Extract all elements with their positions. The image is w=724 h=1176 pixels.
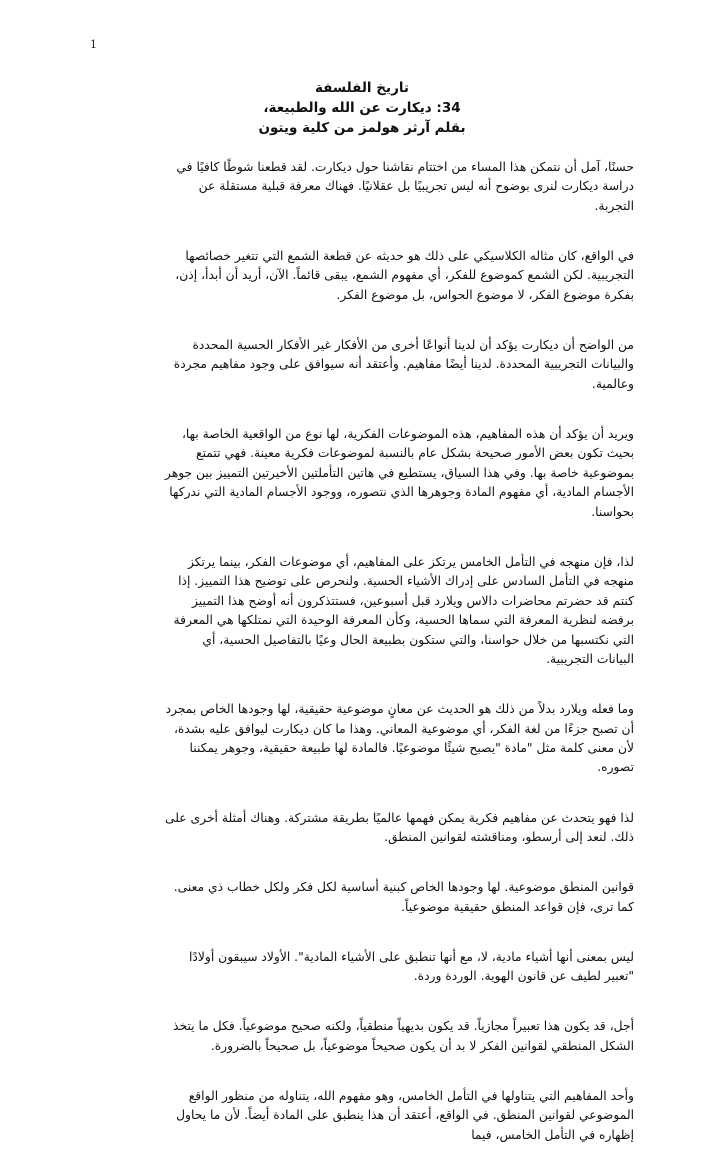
title-line-3: بقلم آرثر هولمز من كلية ويتون (258, 120, 466, 136)
paragraph: ويريد أن يؤكد أن هذه المفاهيم، هذه الموضوعات الفكرية، لها نوع من الواقعية الخاصة بها، بحيث تكون بعض الأمور صحيحة بشكل عام بالنسبة لموضوعات فكرية معينة. فهي تتمتع بموضوعية خاصة بها. وفي هذا السياق، يستطيع في هاتين التأملتين الأخيرتين التمييز بين جوهر الأجسام المادية، أي مفهوم المادة وجوهرها الذي نتصوره، ووجود الأجسام المادية التي ندركها بحواسنا. (164, 427, 634, 519)
paragraph: من الواضح أن ديكارت يؤكد أن لدينا أنواعًا أخرى من الأفكار غير الأفكار الحسية المحددة والبيانات التجريبية المحددة. لدينا أيضًا مفاهيم. وأعتقد أنه سيوافق على وجود مفاهيم مجردة وعالمية. (173, 338, 634, 391)
paragraph: حسنًا، آمل أن نتمكن هذا المساء من اختتام نقاشنا حول ديكارت. لقد قطعنا شوطًا كافيًا في دراسة ديكارت لنرى بوضوح أنه ليس تجريبيًا بل عقلانيًا. فهناك معرفة قبلية مستقلة عن التجربة. (176, 160, 634, 213)
paragraph: وما فعله ويلارد بدلاً من ذلك هو الحديث عن معانٍ موضوعية حقيقية، لها وجودها الخاص بمجرد أن تصبح جزءًا من لغة الفكر، أي موضوعية المعاني. وهذا ما كان ديكارت ليوافق عليه بشدة، لأن معنى كلمة مثل "مادة "يصبح شيئًا موضوعيًا. فالمادة لها طبيعة حقيقية، وجوهر يمكننا تصوره. (165, 702, 634, 775)
paragraph: في الواقع، كان مثاله الكلاسيكي على ذلك هو حديثه عن قطعة الشمع التي تتغير خصائصها التجريبية. لكن الشمع كموضوع للفكر، أي مفهوم الشمع، يبقى قائماً. الآن، أريد أن أبدأ، إذن، بفكرة موضوع الفكر، لا موضوع الحواس، بل موضوع الفكر. (175, 249, 634, 302)
page-number: 1 (90, 38, 97, 51)
document-body (162, 158, 634, 1176)
document-title (0, 78, 724, 138)
paragraph: لذا فهو يتحدث عن مفاهيم فكرية يمكن فهمها عالميًا بطريقة مشتركة. وهناك أمثلة أخرى على ذلك. لنعد إلى أرسطو، ومناقشته لقوانين المنطق. (164, 810, 634, 844)
paragraph: قوانين المنطق موضوعية. لها وجودها الخاص كبنية أساسية لكل فكر ولكل خطاب ذي معنى. كما ترى، فإن قواعد المنطق حقيقية موضوعياً. (173, 880, 634, 914)
paragraph: وأحد المفاهيم التي يتناولها في التأمل الخامس، وهو مفهوم الله، يتناوله من منظور الواقع الموضوعي لقوانين المنطق. في الواقع، أعتقد أن هذا ينطبق على المادة أيضاً. لأن ما يحاول إظهاره في التأمل الخامس، فيما (176, 1088, 634, 1142)
title-line-1: تاريخ الفلسفة (315, 80, 409, 96)
paragraph: ليس بمعنى أنها أشياء مادية، لا، مع أنها تنطبق على الأشياء المادية". الأولاد سيبقون أولادًا "تعبير لطيف عن قانون الهوية. الوردة وردة. (189, 949, 634, 984)
title-line-2: 34: ديكارت عن الله والطبيعة، (263, 100, 461, 116)
paragraph: لذا، فإن منهجه في التأمل الخامس يرتكز على المفاهيم، أي موضوعات الفكر، بينما يرتكز منهجه في التأمل السادس على إدراك الأشياء الحسية. ولنحرص على توضيح هذا التمييز. إذا كنتم قد حضرتم محاضرات دالاس ويلارد قبل أسبوعين، فستتذكرون أنه أوضح هذا التمييز برفضه لنظرية المعرفة التي سماها الحسية، وكأن المعرفة الوحيدة التي نمتلكها هي المعرفة التي نكتسبها من خلال حواسنا، والتي ستكون بطبيعة الحال وعيًا بالتفاصيل الحسية، أي البيانات التجريبية. (173, 554, 634, 666)
paragraph: أجل، قد يكون هذا تعبيراً مجازياً. قد يكون بديهياً منطقياً، ولكنه صحيح موضوعياً. فكل ما يتخذ الشكل المنطقي لقوانين الفكر لا بد أن يكون صحيحاً موضوعياً، بل صحيحاً بالضرورة. (173, 1019, 634, 1053)
